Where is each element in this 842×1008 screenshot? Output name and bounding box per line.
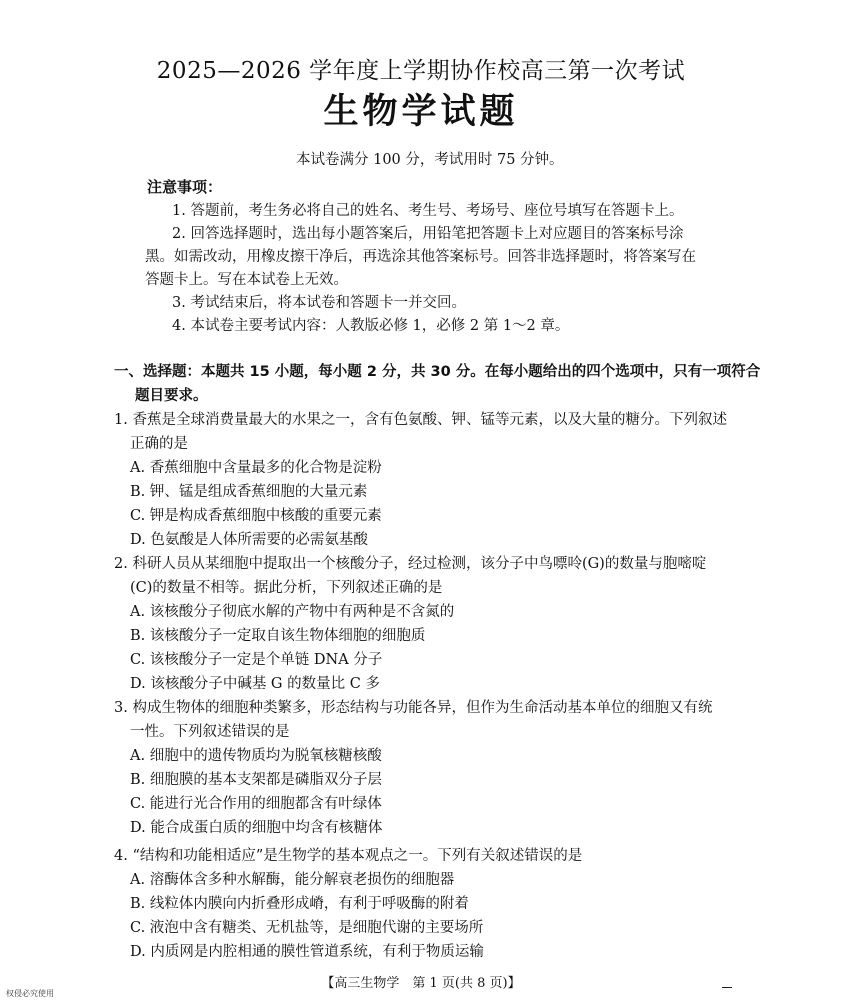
notes-line: 4. 本试卷主要考试内容：人教版必修 1，必修 2 第 1～2 章。: [172, 318, 570, 334]
question-option: A. 细胞中的遗传物质均为脱氧核糖核酸: [130, 748, 382, 764]
question-option: A. 该核酸分子彻底水解的产物中有两种是不含氮的: [130, 604, 455, 620]
notes-line: 1. 答题前，考生务必将自己的姓名、考生号、考场号、座位号填写在答题卡上。: [172, 203, 684, 219]
question-option: B. 线粒体内膜向内折叠形成嵴，有利于呼吸酶的附着: [130, 896, 469, 912]
section-heading-cont: 题目要求。: [135, 388, 208, 404]
notes-line: 黑。如需改动，用橡皮擦干净后，再选涂其他答案标号。回答非选择题时，将答案写在: [145, 249, 696, 265]
question-stem: 4. “结构和功能相适应”是生物学的基本观点之一。下列有关叙述错误的是: [114, 848, 583, 864]
question-stem: 3. 构成生物体的细胞种类繁多，形态结构与功能各异，但作为生命活动基本单位的细胞又有统: [114, 700, 713, 716]
question-option: C. 能进行光合作用的细胞都含有叶绿体: [130, 796, 382, 812]
question-option: D. 能合成蛋白质的细胞中均含有核糖体: [130, 820, 383, 836]
notes-line: 答题卡上。写在本试卷上无效。: [145, 272, 348, 288]
section-heading: 一、选择题：本题共 15 小题，每小题 2 分，共 30 分。在每小题给出的四个选项中，只有一项符合: [114, 364, 761, 380]
question-option: C. 该核酸分子一定是个单链 DNA 分子: [130, 652, 383, 668]
exam-title: 2025—2026 学年度上学期协作校高三第一次考试: [156, 58, 686, 84]
question-option: A. 溶酶体含多种水解酶，能分解衰老损伤的细胞器: [130, 872, 455, 888]
question-option: B. 钾、锰是组成香蕉细胞的大量元素: [130, 484, 368, 500]
question-option: A. 香蕉细胞中含量最多的化合物是淀粉: [130, 460, 382, 476]
margin-mark: [722, 987, 732, 988]
question-option: B. 细胞膜的基本支架都是磷脂双分子层: [130, 772, 382, 788]
question-option: D. 色氨酸是人体所需要的必需氨基酸: [130, 532, 368, 548]
question-stem: 一性。下列叙述错误的是: [130, 724, 290, 740]
question-stem: 正确的是: [130, 436, 188, 452]
question-stem: 1. 香蕉是全球消费量最大的水果之一，含有色氨酸、钾、锰等元素，以及大量的糖分。下列叙述: [114, 412, 727, 428]
question-stem: 2. 科研人员从某细胞中提取出一个核酸分子，经过检测，该分子中鸟嘌呤(G)的数量与胞嘧啶: [114, 556, 707, 572]
notes-line: 3. 考试结束后，将本试卷和答题卡一并交回。: [172, 295, 466, 311]
question-stem: (C)的数量不相等。据此分析，下列叙述正确的是: [130, 580, 443, 596]
question-option: B. 该核酸分子一定取自该生物体细胞的细胞质: [130, 628, 426, 644]
question-option: C. 液泡中含有糖类、无机盐等，是细胞代谢的主要场所: [130, 920, 484, 936]
subject-title: 生物学试题: [323, 92, 519, 132]
notes-heading: 注意事项：: [147, 178, 223, 196]
side-note: 权侵必究使用: [6, 989, 54, 998]
question-option: C. 钾是构成香蕉细胞中核酸的重要元素: [130, 508, 382, 524]
page-footer: 【高三生物学 第 1 页(共 8 页)】: [321, 976, 521, 991]
score-info: 本试卷满分 100 分，考试用时 75 分钟。: [296, 152, 564, 168]
notes-line: 2. 回答选择题时，选出每小题答案后，用铅笔把答题卡上对应题目的答案标号涂: [172, 226, 684, 242]
question-option: D. 内质网是内腔相通的膜性管道系统，有利于物质运输: [130, 944, 484, 960]
question-option: D. 该核酸分子中碱基 G 的数量比 C 多: [130, 676, 380, 692]
